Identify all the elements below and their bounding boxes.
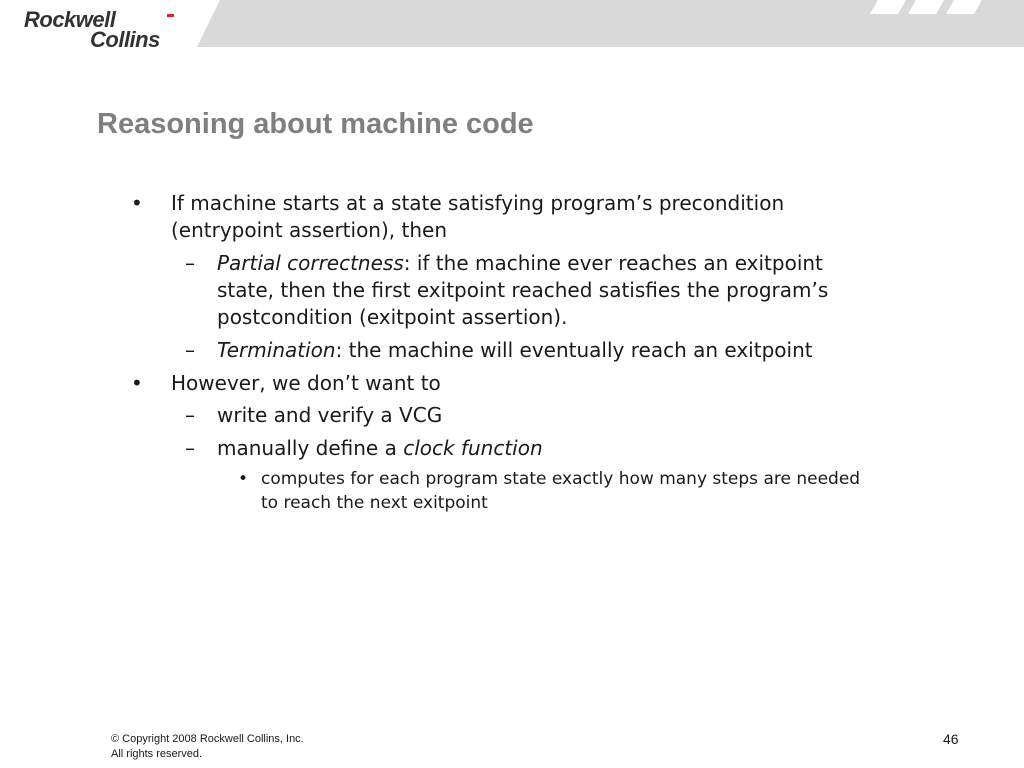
slide-title: Reasoning about machine code bbox=[97, 108, 534, 140]
sub-3-line: write and verify a VCG bbox=[217, 403, 443, 427]
copyright-line: © Copyright 2008 Rockwell Collins, Inc. bbox=[111, 733, 304, 745]
dash-marker: – bbox=[185, 436, 195, 460]
sub-4-line bbox=[217, 435, 543, 462]
term-partial-correctness: Partial correctness bbox=[217, 251, 404, 275]
bullet-1-line-2: (entrypoint assertion), then bbox=[171, 218, 447, 242]
page-number: 46 bbox=[943, 731, 959, 747]
dash-marker: – bbox=[185, 251, 195, 275]
term-clock-function: clock function bbox=[403, 436, 543, 460]
subsub-1-line-1: computes for each program state exactly how many steps are needed bbox=[261, 469, 861, 489]
dash-marker: – bbox=[185, 338, 195, 362]
bullet-marker: • bbox=[131, 191, 143, 215]
bullet-marker: • bbox=[131, 371, 143, 395]
sub-2-rest: : the machine will eventually reach an exitpoint bbox=[335, 338, 813, 362]
sub-1-line-2: state, then the first exitpoint reached satisfies the program’s bbox=[217, 278, 829, 302]
subsub-1-line-2: to reach the next exitpoint bbox=[261, 493, 488, 513]
sub-1-line-1 bbox=[217, 250, 823, 277]
small-bullet-marker: • bbox=[238, 469, 249, 489]
term-termination: Termination bbox=[217, 338, 336, 362]
bullet-1-line-1: If machine starts at a state satisfying program’s precondition bbox=[171, 191, 785, 215]
sub-1-line-1-rest: : if the machine ever reaches an exitpoint bbox=[403, 251, 823, 275]
rights-line: All rights reserved. bbox=[111, 748, 203, 760]
sub-4-prefix: manually define a bbox=[217, 436, 404, 460]
bullet-2-line: However, we don’t want to bbox=[171, 371, 441, 395]
logo-text-collins: Collins bbox=[90, 27, 160, 52]
logo-text-rockwell: Rockwell bbox=[24, 7, 116, 32]
sub-2-line bbox=[217, 337, 813, 364]
dash-marker: – bbox=[185, 403, 195, 427]
sub-1-line-3: postcondition (exitpoint assertion). bbox=[217, 305, 568, 329]
footer-copyright bbox=[111, 732, 304, 762]
